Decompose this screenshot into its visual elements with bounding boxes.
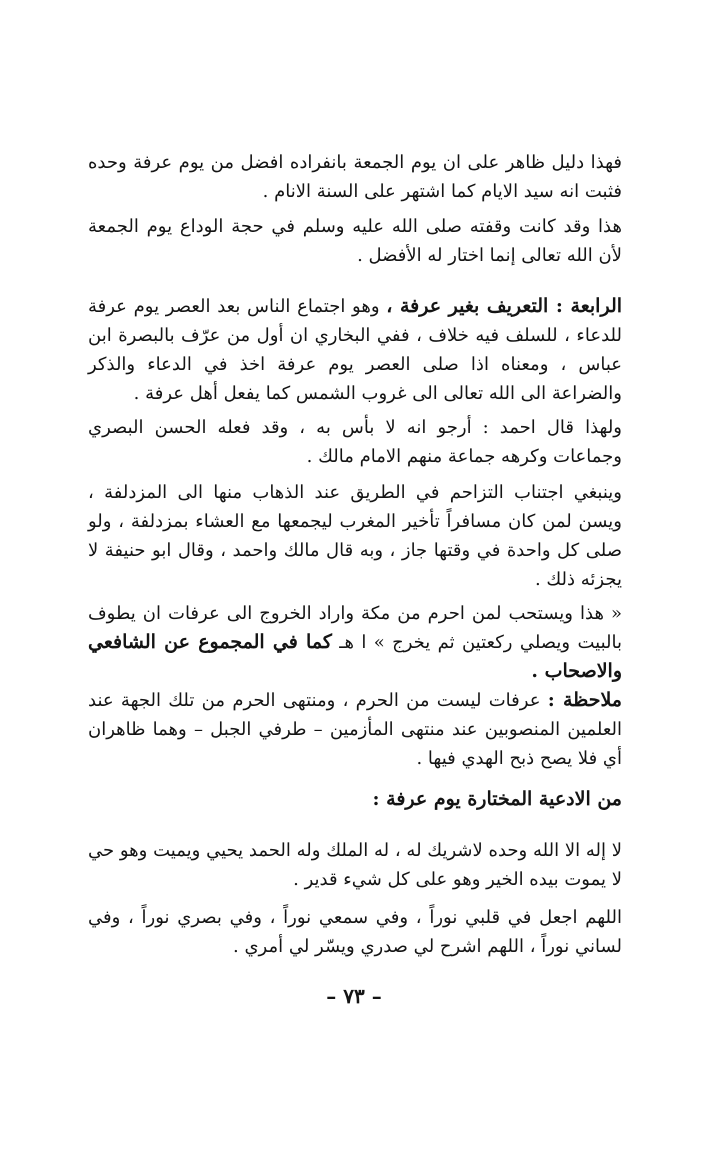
paragraph-muzdalifa [88, 478, 622, 594]
paragraph-friday-superiority [88, 148, 622, 206]
prayer-text: لا إله الا الله وحده لاشريك له ، له الملك وله الحمد يحيي ويميت وهو حي لا يموت بيده الخير وهو على كل شيء قدير . [88, 840, 622, 890]
page-number: – ٧٣ – [326, 984, 382, 1008]
paragraph-text: « هذا ويستحب لمن احرم من مكة واراد الخروج الى عرفات ان يطوف بالبيت ويصلي ركعتين ثم يخرج » ا هـ [88, 603, 622, 653]
prayer-tahlil [88, 836, 622, 894]
paragraph-bold-tail: كما في المجموع عن الشافعي والاصحاب . [88, 631, 622, 682]
paragraph-text: عرفات ليست من الحرم ، ومنتهى الحرم من تلك الجهة عند العلمين المنصوبين عند منتهى المأزمين – طرفي الجبل – وهما ظاهران أي فلا يصح ذبح الهدي فيها . [88, 690, 622, 769]
paragraph-lead: الرابعة : التعريف بغير عرفة ، [386, 295, 623, 317]
prayer-text: اللهم اجعل في قلبي نوراً ، وفي سمعي نوراً ، وفي بصري نوراً ، وفي لساني نوراً ، اللهم اشرح لي صدري ويسّر لي أمري . [88, 907, 622, 957]
paragraph-quote-majmu [88, 599, 622, 686]
paragraph-text: وهو اجتماع الناس بعد العصر يوم عرفة للدعاء ، للسلف فيه خلاف ، ففي البخاري ان أول من عرّف بالبصرة ابن عباس ، ومعناه اذا صلى العصر يوم عرفة اخذ في الدعاء والذكر والضراعة الى الله تعالى الى غروب الشمس كما يفعل أهل عرفة . [88, 296, 622, 404]
prayer-light [88, 903, 622, 961]
paragraph-text: وينبغي اجتناب التزاحم في الطريق عند الذهاب منها الى المزدلفة ، ويسن لمن كان مسافراً تأخير المغرب ليجمعها مع العشاء بمزدلفة ، ولو صلى كل واحدة في وقتها جاز ، وبه قال مالك واحمد ، وقال ابو حنيفة لا يجزئه ذلك . [88, 482, 622, 590]
paragraph-text: هذا وقد كانت وقفته صلى الله عليه وسلم في حجة الوداع يوم الجمعة لأن الله تعالى إنما اختار له الأفضل . [88, 216, 622, 266]
paragraph-ahmad-opinion [88, 413, 622, 471]
paragraph-lead: ملاحظة : [547, 689, 622, 711]
paragraph-farewell-hajj [88, 212, 622, 270]
section-heading: من الادعية المختارة يوم عرفة : [372, 788, 622, 810]
paragraph-fourth-tarif [88, 292, 622, 408]
paragraph-text: فهذا دليل ظاهر على ان يوم الجمعة بانفراده افضل من يوم عرفة وحده فثبت انه سيد الايام كما اشتهر على السنة الانام . [88, 152, 622, 202]
paragraph-note [88, 686, 622, 773]
paragraph-text: ولهذا قال احمد : أرجو انه لا بأس به ، وقد فعله الحسن البصري وجماعات وكرهه جماعة منهم الامام مالك . [88, 417, 622, 467]
